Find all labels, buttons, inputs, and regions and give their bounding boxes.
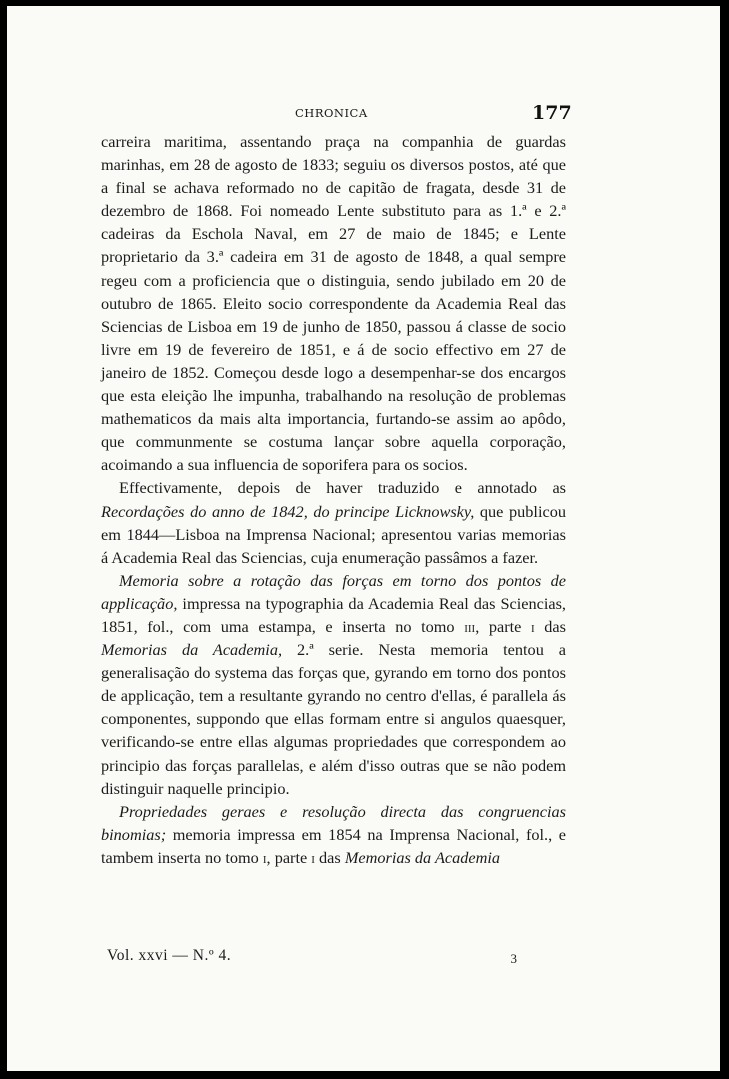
paragraph-memoria-rotacao	[101, 569, 566, 800]
work-title: Memorias da Academia	[344, 847, 501, 867]
paragraph-text: Effectivamente, depois de haver traduzido e annotado as	[119, 478, 566, 498]
work-title: Recordações do anno de 1842, do principe Licknowsky,	[101, 501, 475, 521]
paragraph-text: , parte	[266, 847, 312, 867]
paragraph-text: que publicou em 1844—Lisboa na Imprensa Nacional; apresentou varias memorias á Academia Real das Sciencias, cuja enumeração passâmos a fazer.	[101, 501, 566, 567]
paragraph-text: das	[534, 616, 566, 636]
page-number: 177	[532, 102, 572, 124]
paragraph-text: impressa na typographia da Academia Real das Sciencias, 1851, fol., com uma estampa, e inserta no tomo	[101, 593, 566, 636]
paragraph-text: , parte	[475, 616, 532, 636]
paragraph-text: das	[314, 847, 345, 867]
volume-line: Vol. xxvi — N.º 4.	[107, 947, 232, 964]
work-title: Memorias da Academia,	[101, 640, 283, 660]
signature-mark: 3	[510, 951, 517, 966]
document-page	[7, 6, 720, 1071]
tomo-number: iii	[464, 616, 476, 636]
page-footer	[107, 947, 567, 971]
tomo-number: i	[262, 847, 267, 867]
paragraph-effectivamente	[101, 476, 566, 568]
work-title: Propriedades geraes e resolução directa das congruencias binomias;	[101, 801, 566, 844]
page-header	[7, 102, 720, 132]
parte-number: i	[311, 847, 315, 867]
body-text	[101, 130, 566, 869]
running-head: CHRONICA	[295, 106, 368, 120]
work-title: Memoria sobre a rotação das forças em torno dos pontos de applicação,	[101, 570, 566, 613]
parte-number: i	[531, 616, 535, 636]
paragraph-text: carreira maritima, assentando praça na companhia de guardas marinhas, em 28 de agosto de 1833; seguiu os diversos postos, até que a final se achava reformado no de capitão de fragata, desde 31 de dezembro de 1868. Foi nomeado Lente substituto para as 1.ª e 2.ª cadeiras da Eschola Naval, em 27 de maio de 1845; e Lente proprietario da 3.ª cadeira em 31 de agosto de 1848, a qual sempre regeu com a proficiencia que o distinguia, sendo jubilado em 20 de outubro de 1865. Eleito socio correspondente da Academia Real das Sciencias de Lisboa em 19 de junho de 1850, passou á classe de socio livre em 19 de fevereiro de 1851, e á de socio effectivo em 27 de janeiro de 1852. Começou desde logo a desempenhar-se dos encargos que esta eleição lhe impunha, trabalhando na resolução de problemas mathematicos da mais alta importancia, furtando-se assim ao apôdo, que communmente se costuma lançar sobre aquella corporação, acoimando a sua influencia de soporifera para os socios.	[101, 132, 566, 475]
paragraph-propriedades	[101, 800, 566, 869]
paragraph-biography	[101, 130, 566, 476]
paragraph-text: 2.ª serie. Nesta memoria tentou a generalisação do systema das forças que, gyrando em torno dos pontos de applicação, tem a resultante gyrando no centro d'ellas, é parallela ás componentes, suppondo que ellas formam entre si angulos quaesquer, verificando-se entre ellas algumas propriedades que correspondem ao principio das forças parallelas, e além d'isso outras que se não podem distinguir naquelle principio.	[101, 640, 566, 798]
paragraph-text: memoria impressa em 1854 na Imprensa Nacional, fol., e tambem inserta no tomo	[101, 824, 566, 867]
